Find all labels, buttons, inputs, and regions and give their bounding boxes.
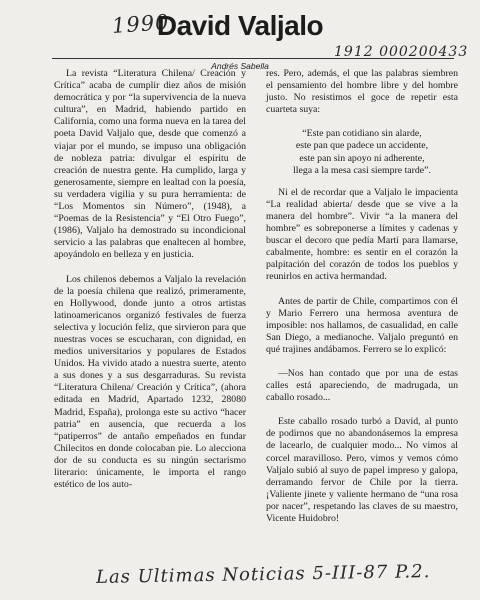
verse-line: “Este pan cotidiano sin alarde, [302,128,422,140]
author-byline: Andrés Sabella [205,61,275,71]
verse-line: este pan sin apoyo ni adherente, [299,152,425,164]
paragraph-realidad: Ni el de recordar que a Valjalo le impacienta “La realidad abierta/ desde que se vive a la manera del hombre”. Vivir “a la manera del hombre” es sobreponerse a límites y cadenas y buscar el decoro que pedía Martí para llamarse, cabalmente, hombre: es sentir en el corazón la palpitación del corazón de todos los pueblos y reunirlos en activa hermandad. [266,186,458,283]
paragraph-antes-de-partir: Antes de partir de Chile, compartimos con él y Mario Ferrero una hermosa aventura de imposible: nos hallamos, de casualidad, en calle San Diego, a medianoche. Valjalo preguntó en qué trajines andábamos. Ferrero se lo explicó: [266,295,458,355]
handwritten-archive-code: 1912 000200433 [334,44,469,60]
paragraph-chilenos: Los chilenos debemos a Valjalo la revelación de la poesía chilena que realizó, primeramente, en Hollywood, donde junto a otros artistas latinoamericanos organizó festivales de fuerza selectiva y locución feliz, que sirvieron para que nuestras voces se escucharan, con dignidad, en medios universitarios y populares de Estados Unidos. Ha vivido atado a nuestra suerte, atento a sus dones y a sus desgarraduras. Su revista “Literatura Chilena/ Creación y Crítica”, (ahora editada en Madrid, Apartado 1232, 28080 Madrid, España), prolonga este su activo “hacer patria” en ausencia, que recuerda a los “patiperros” de antaño empeñados en fundar Chilecitos en donde colocaban pie. Lo alecciona dor de su conducta es su ningún sectarismo literario: únicamente, le importa el rango estético de los auto- [54,273,246,491]
quoted-quatrain [266,128,458,176]
paragraph-continuation: res. Pero, además, el que las palabras siembren el pensamiento del hombre libre y del hombre justo. No resistimos el goce de repetir esta cuarteta suya: [266,68,458,116]
article-column-left [54,68,246,503]
article-column-right [266,68,458,537]
handwritten-year-note: 1990 [111,10,171,38]
handwritten-source-note: Las Ultimas Noticias 5-III-87 P.2. [95,561,431,588]
verse-line: llega a la mesa casi siempre tarde”. [293,164,431,176]
paragraph-dialogue: —Nos han contado que por una de estas calles está apareciendo, de madrugada, un caballo rosado... [266,367,458,404]
article-title: David Valjalo [156,10,324,41]
paragraph-revista: La revista “Literatura Chilena/ Creación y Crítica” acaba de cumplir diez años de misión democrática y por “la supervivencia de la nueva cultura”, en Madrid, habiendo partido en California, como una forma nueva en la tarea del poeta David Valjalo que, desde que comenzó a viajar por el mundo, se impuso una obligación de nobleza patria: divulgar el espíritu de creación de nuestra gente. Ha cumplido, larga y generosamente, siempre en lealtad con la poesía, su verdadera vigilia y su pura herramienta: de “Los Momentos sin Número”, (1948), a “Poemas de la Resistencia” y “El Otro Fuego”, (1986), Valjalo ha demostrado su incondicional servicio a las palabras que enaltecen al hombre, apoyándolo en belleza y en justicia. [54,68,246,261]
verse-line: este pan que padece un accidente, [295,140,429,152]
paragraph-caballo-rosado: Este caballo rosado turbó a David, al punto de podirnos que no abandonásemos la empresa de lacearlo, de cualquier modo... No vimos al corcel maravilloso. Pero, vimos y vemos cómo Valjalo subió al suyo de papel impreso y galopa, derramando fervor de Chile por la tierra. ¡Valiente jinete y valiente hermano de “una rosa por nacer”, respetando las claves de su maestro, Vicente Huidobro! [266,416,458,524]
